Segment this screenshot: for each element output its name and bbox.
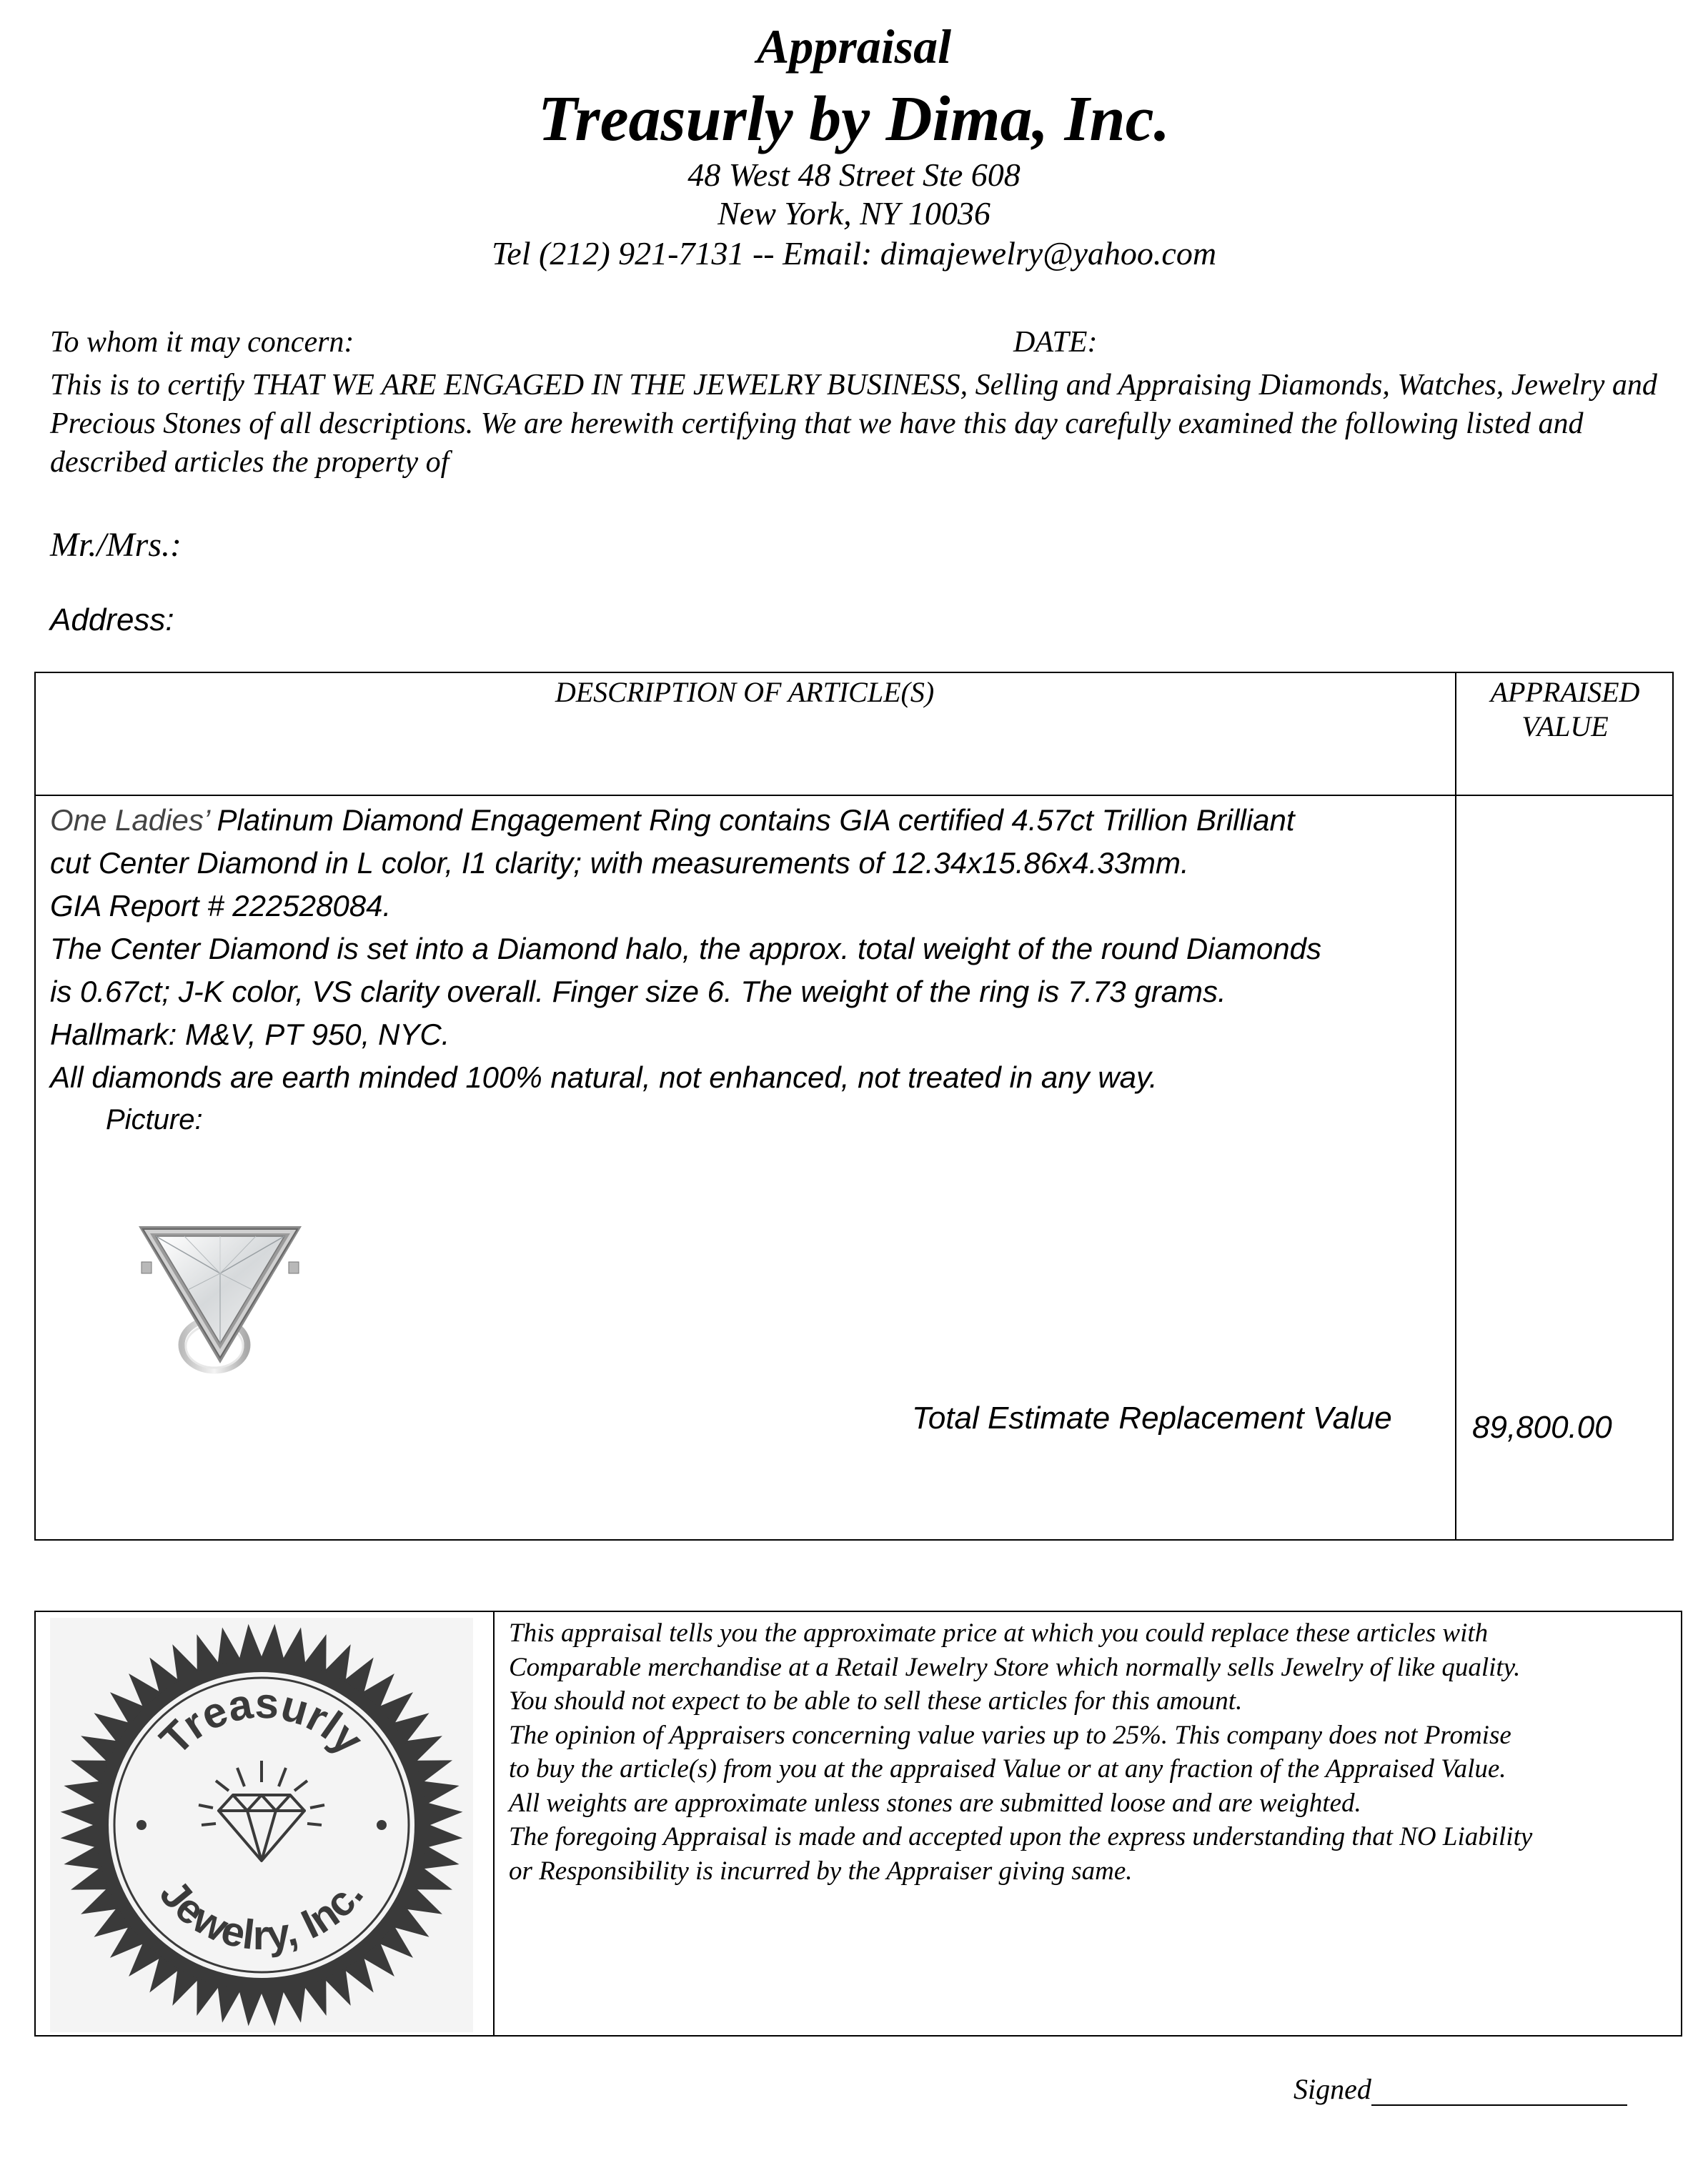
description-line: cut Center Diamond in L color, I1 clarity; with measurements of 12.34x15.86x4.33mm.: [50, 846, 1189, 880]
disclaimer-line: The foregoing Appraisal is made and accepted upon the express understanding that NO Liability: [509, 1822, 1533, 1851]
client-address-label: Address:: [50, 602, 174, 637]
client-name-label: Mr./Mrs.:: [50, 526, 182, 564]
disclaimer-line: Comparable merchandise at a Retail Jewelry Store which normally sells Jewelry of like quality.: [509, 1652, 1521, 1682]
total-value-label: Total Estimate Replacement Value: [912, 1401, 1392, 1436]
description-line: The Center Diamond is set into a Diamond halo, the approx. total weight of the round Diamonds: [50, 932, 1321, 965]
company-address-line1: 48 West 48 Street Ste 608: [687, 156, 1021, 193]
document-title: Appraisal: [756, 19, 952, 74]
picture-label: Picture:: [106, 1104, 203, 1135]
seal-top-text: Treasurly: [150, 1679, 373, 1764]
signature-line: [1371, 2079, 1627, 2106]
company-seal: [50, 1618, 473, 2032]
disclaimer-line: or Responsibility is incurred by the Appraiser giving same.: [509, 1856, 1133, 1886]
ring-photo: [134, 1223, 306, 1381]
description-line-text: Platinum Diamond Engagement Ring contains GIA certified 4.57ct Trillion Brilliant: [208, 803, 1295, 837]
disclaimer-line: You should not expect to be able to sell these articles for this amount.: [509, 1686, 1243, 1716]
description-line: All diamonds are earth minded 100% natural, not enhanced, not treated in any way.: [50, 1060, 1158, 1094]
description-column-header: DESCRIPTION OF ARTICLE(S): [555, 676, 935, 708]
disclaimer-line: All weights are approximate unless stones are submitted loose and are weighted.: [509, 1788, 1361, 1818]
disclaimer-line: This appraisal tells you the approximate price at which you could replace these articles with: [509, 1618, 1489, 1648]
signature-field: [1294, 2072, 1627, 2106]
date-label: DATE:: [1013, 326, 1098, 359]
company-address-line2: New York, NY 10036: [718, 195, 990, 232]
company-contact: Tel (212) 921-7131 -- Email: dimajewelry@yahoo.com: [491, 235, 1217, 272]
value-header-line2: VALUE: [1521, 710, 1609, 742]
disclaimer-line: The opinion of Appraisers concerning value varies up to 25%. This company does not Promise: [509, 1720, 1511, 1750]
description-line: [50, 799, 1444, 842]
disclaimer-text: [509, 1616, 1674, 1888]
seal-bottom-text: Jewelry, Inc.: [150, 1871, 373, 1959]
total-value-amount: 89,800.00: [1472, 1410, 1612, 1445]
table-column-divider: [1455, 672, 1456, 1541]
description-line: is 0.67ct; J-K color, VS clarity overall. Finger size 6. The weight of the ring is 7.73 grams.: [50, 975, 1226, 1008]
value-column-header: [1456, 675, 1674, 744]
disclaimer-divider: [493, 1611, 495, 2037]
value-header-line1: APPRAISED: [1490, 676, 1640, 708]
table-row-divider: [34, 795, 1674, 796]
description-lead: One Ladies’: [50, 803, 209, 837]
article-description: [50, 799, 1444, 1099]
description-line: GIA Report # 222528084.: [50, 889, 392, 923]
certification-paragraph: This is to certify THAT WE ARE ENGAGED IN THE JEWELRY BUSINESS, Selling and Appraising Diamonds, Watches, Jewelry and Precious Stones of all descriptions. We are herewith certifying that we have this day carefully examined the following listed and described articles the property of: [50, 369, 1657, 479]
disclaimer-line: to buy the article(s) from you at the appraised Value or at any fraction of the Appraised Value.: [509, 1754, 1506, 1784]
company-name: Treasurly by Dima, Inc.: [537, 84, 1171, 154]
description-line: Hallmark: M&V, PT 950, NYC.: [50, 1018, 450, 1051]
salutation: To whom it may concern:: [50, 326, 354, 359]
signature-label: Signed: [1294, 2073, 1371, 2105]
